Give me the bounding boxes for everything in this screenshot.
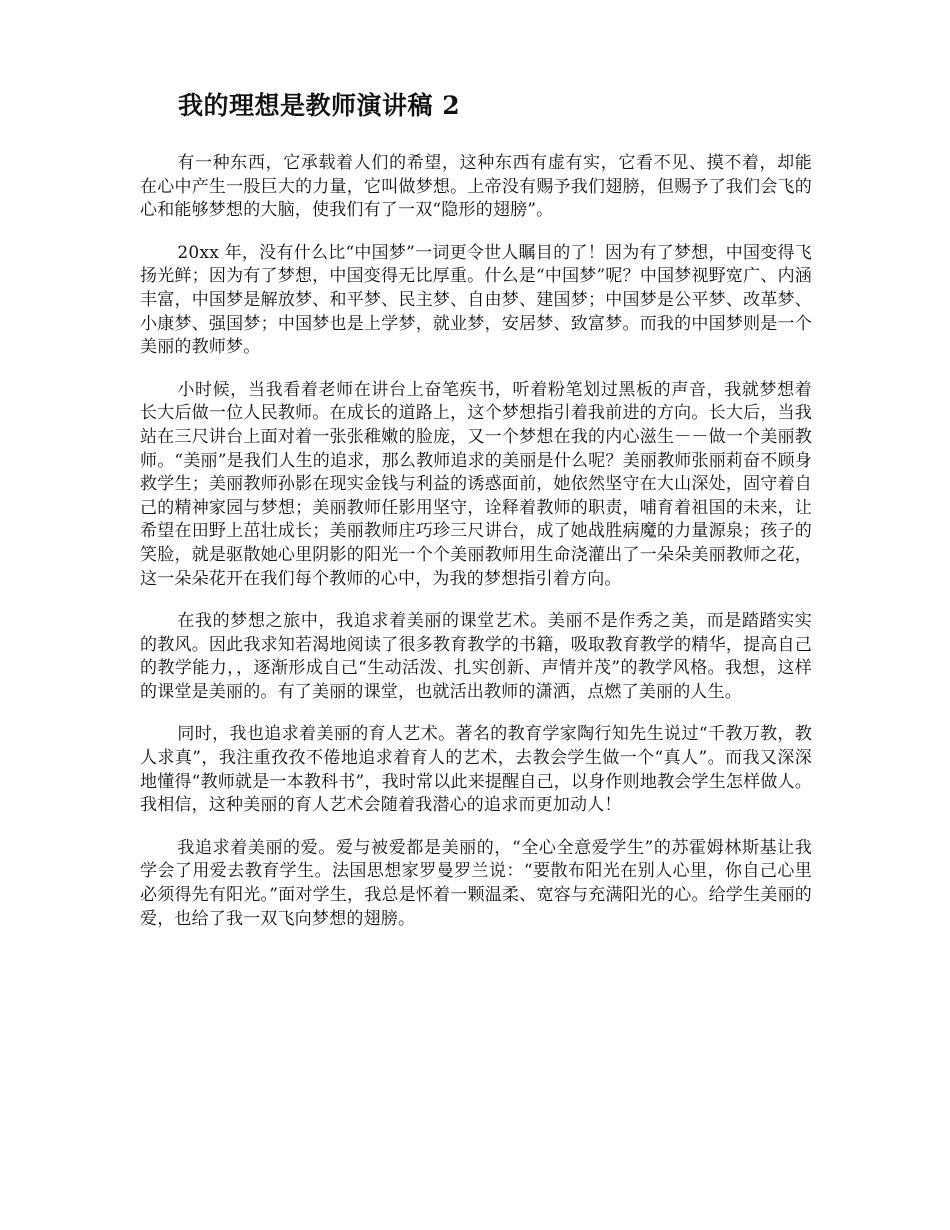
- paragraph-6: 我追求着美丽的爱。爱与被爱都是美丽的，“全心全意爱学生”的苏霍姆林斯基让我学会了用爱去教育学生。法国思想家罗曼罗兰说：“要散布阳光在别人心里，你自己心里必须得先有阳光。”面对学生，我总是怀着一颗温柔、宽容与充满阳光的心。给学生美丽的爱，也给了我一双飞向梦想的翅膀。: [140, 837, 812, 929]
- paragraph-1: 有一种东西，它承载着人们的希望，这种东西有虚有实，它看不见、摸不着，却能在心中产生一股巨大的力量，它叫做梦想。上帝没有赐予我们翅膀，但赐予了我们会飞的心和能够梦想的大脑，使我们有了一双“隐形的翅膀”。: [140, 153, 812, 221]
- document-body: [140, 152, 812, 950]
- document-title: 我的理想是教师演讲稿 2: [178, 91, 461, 120]
- paragraph-4: 在我的梦想之旅中，我追求着美丽的课堂艺术。美丽不是作秀之美，而是踏踏实实的教风。因此我求知若渴地阅读了很多教育教学的书籍，吸取教育教学的精华，提高自己的教学能力，，逐渐形成自己“生动活泼、扎实创新、声情并茂”的教学风格。我想，这样的课堂是美丽的。有了美丽的课堂，也就活出教师的潇洒，点燃了美丽的人生。: [140, 611, 812, 702]
- paragraph-5: 同时，我也追求着美丽的育人艺术。著名的教育学家陶行知先生说过“千教万教，教人求真”，我注重孜孜不倦地追求着育人的艺术，去教会学生做一个“真人”。而我又深深地懂得“教师就是一本教科书”，我时常以此来提醒自己，以身作则地教会学生怎样做人。我相信，这种美丽的育人艺术会随着我潜心的追求而更加动人！: [140, 724, 812, 816]
- paragraph-3: 小时候，当我看着老师在讲台上奋笔疾书，听着粉笔划过黑板的声音，我就梦想着长大后做一位人民教师。在成长的道路上，这个梦想指引着我前进的方向。长大后，当我站在三尺讲台上面对着一张张稚嫩的脸庞，又一个梦想在我的内心滋生－－做一个美丽教师。“美丽”是我们人生的追求，那么教师追求的美丽是什么呢？美丽教师张丽莉奋不顾身救学生；美丽教师孙影在现实金钱与利益的诱惑面前，她依然坚守在大山深处，固守着自己的精神家园与梦想；美丽教师任影用坚守，诠释着教师的职责，哺育着祖国的未来，让希望在田野上茁壮成长；美丽教师庄巧珍三尺讲台，成了她战胜病魔的力量源泉；孩子的笑脸，就是驱散她心里阴影的阳光一个个美丽教师用生命浇灌出了一朵朵美丽教师之花，这一朵朵花开在我们每个教师的心中，为我的梦想指引着方向。: [140, 379, 812, 589]
- paragraph-2: 20xx 年，没有什么比“中国梦”一词更令世人瞩目的了！因为有了梦想，中国变得飞扬光鲜；因为有了梦想，中国变得无比厚重。什么是“中国梦”呢？中国梦视野宽广、内涵丰富，中国梦是解放梦、和平梦、民主梦、自由梦、建国梦；中国梦是公平梦、改革梦、小康梦、强国梦；中国梦也是上学梦，就业梦，安居梦、致富梦。而我的中国梦则是一个美丽的教师梦。: [140, 242, 812, 358]
